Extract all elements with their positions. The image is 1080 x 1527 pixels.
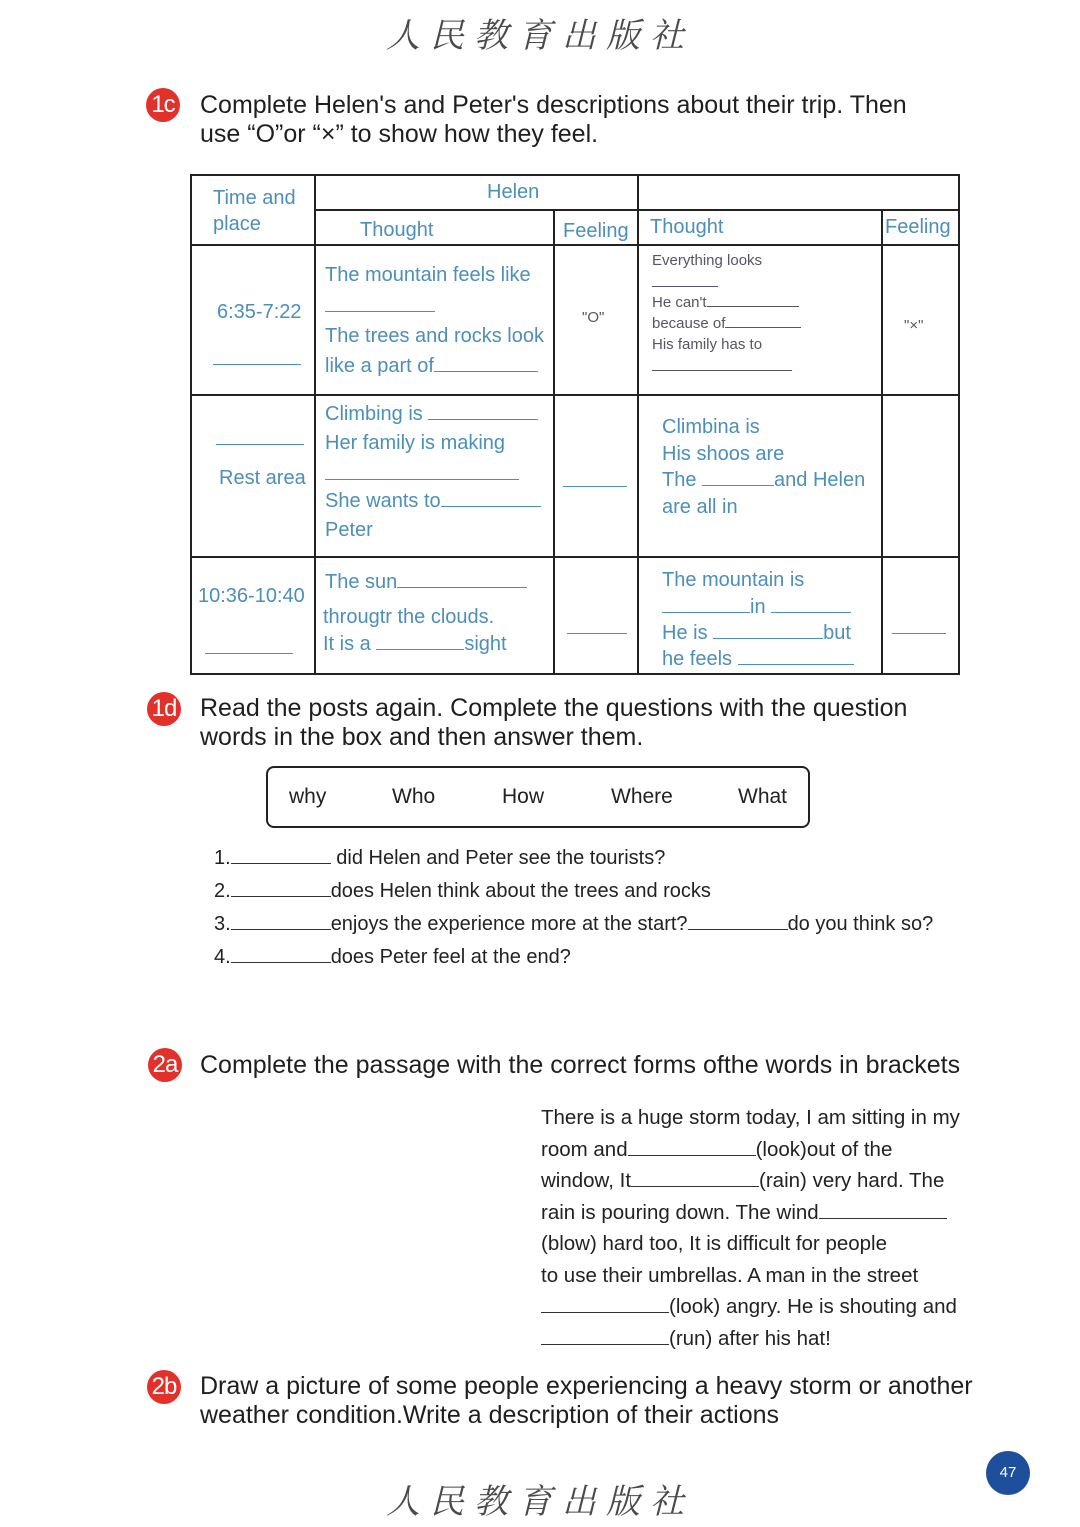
section-badge-1d: 1d xyxy=(147,692,181,726)
publisher-logo-bottom: 人民教育出版社 xyxy=(386,1482,694,1522)
row3-peter-feeling-blank xyxy=(892,615,946,642)
word-what: What xyxy=(738,785,788,808)
table-border-bottom xyxy=(190,673,960,675)
row2-helen-feeling-blank xyxy=(563,468,627,495)
row1-time: 6:35-7:22 xyxy=(217,301,302,323)
row2-helen-line2: Her family is making xyxy=(325,432,506,454)
row2-time-blank xyxy=(216,426,304,453)
instruction-1c-line2: use “O”or “×” to show how they feel. xyxy=(200,120,599,148)
row2-helen-line3: She wants to xyxy=(325,488,541,515)
instruction-2b-line1: Draw a picture of some people experiencing a heavy storm or another xyxy=(200,1372,973,1400)
row2-helen-line1: Climbing is xyxy=(325,401,538,428)
table-row2-bottom xyxy=(190,556,960,558)
row1-time-blank xyxy=(213,346,301,373)
row2-peter-line3: The and Helen xyxy=(662,469,866,491)
passage-line-4: rain is pouring down. The wind xyxy=(541,1197,1011,1229)
row2-place: Rest area xyxy=(219,467,306,489)
passage-line-6: to use their umbrellas. A man in the street xyxy=(541,1263,919,1287)
instruction-1c-line1: Complete Helen's and Peter's descriptions about their trip. Then xyxy=(200,91,907,119)
passage-line-2: room and (look)out of the xyxy=(541,1137,893,1161)
table-col-divider-2 xyxy=(553,209,555,675)
row1-peter-line1: Everything looks xyxy=(652,252,763,269)
publisher-logo-top: 人民教育出版社 xyxy=(386,16,694,56)
passage-line-5: (blow) hard too, It is difficult for people xyxy=(541,1232,888,1255)
section-badge-1c: 1c xyxy=(146,88,180,122)
word-how: How xyxy=(502,785,545,808)
row3-helen-feeling-blank xyxy=(567,615,627,642)
row1-peter-line4: His family has to xyxy=(652,336,763,353)
row1-peter-blank1 xyxy=(652,272,718,293)
row3-peter-line1: The mountain is xyxy=(662,569,805,591)
question-3: 3. enjoys the experience more at the start? do you think so? xyxy=(214,913,934,935)
row2-helen-blank xyxy=(325,461,519,488)
question-4: 4. does Peter feel at the end? xyxy=(214,946,571,968)
table-border-top xyxy=(190,174,960,176)
header-time: Time and xyxy=(213,187,296,209)
header-peter-feeling: Feeling xyxy=(885,216,951,238)
header-helen-feeling: Feeling xyxy=(563,220,629,242)
passage-line-1: There is a huge storm today, I am sitting in my xyxy=(541,1106,960,1129)
row1-helen-feeling: "O" xyxy=(582,309,605,326)
passage-line-7: (look) angry. He is shouting and xyxy=(541,1291,1011,1323)
question-word-box xyxy=(266,766,810,828)
word-who: Who xyxy=(392,785,436,808)
word-where: Where xyxy=(611,785,673,808)
row1-peter-line2: He can't xyxy=(652,292,799,313)
row3-peter-line3: He is but xyxy=(662,622,851,644)
word-why: why xyxy=(289,785,327,808)
row1-helen-line3: like a part of xyxy=(325,353,538,380)
row3-helen-line3: It is a sight xyxy=(323,633,507,655)
page-number-badge: 47 xyxy=(986,1451,1030,1495)
passage-line-3: window, It (rain) very hard. The xyxy=(541,1169,945,1192)
table-col-divider-3 xyxy=(637,174,639,675)
passage-line-8: (run) after his hat! xyxy=(541,1323,1011,1355)
instruction-1d-line1: Read the posts again. Complete the questions with the question xyxy=(200,694,908,722)
table-row1-bottom xyxy=(190,394,960,396)
row3-time: 10:36-10:40 xyxy=(198,585,305,607)
header-helen-thought: Thought xyxy=(360,219,434,241)
storm-passage xyxy=(541,1102,1011,1354)
row1-peter-feeling: "×" xyxy=(904,317,924,334)
row2-helen-line4: Peter xyxy=(325,519,373,541)
row3-peter-line4: he feels xyxy=(662,646,854,673)
question-2: 2. does Helen think about the trees and rocks xyxy=(214,880,711,902)
table-border-right xyxy=(958,174,960,675)
header-helen: Helen xyxy=(487,181,540,203)
row1-helen-line1: The mountain feels like xyxy=(325,264,531,286)
table-col-divider-1 xyxy=(314,174,316,675)
row3-helen-line2: througtr the clouds. xyxy=(323,606,495,628)
instruction-2a: Complete the passage with the correct forms ofthe words in brackets xyxy=(200,1051,961,1079)
row1-helen-blank xyxy=(325,293,435,320)
row2-peter-line2: His shoos are xyxy=(662,443,785,465)
instruction-1d-line2: words in the box and then answer them. xyxy=(200,723,644,751)
table-border-left xyxy=(190,174,192,675)
row3-helen-line1: The sun xyxy=(325,569,527,596)
section-badge-2b: 2b xyxy=(147,1370,181,1404)
section-badge-2a: 2a xyxy=(148,1048,182,1082)
header-peter-thought: Thought xyxy=(650,216,724,238)
row3-peter-line2: in xyxy=(662,594,851,621)
row2-peter-line4: are all in xyxy=(662,496,738,518)
row1-helen-line2: The trees and rocks look xyxy=(325,325,544,347)
table-col-divider-4 xyxy=(881,209,883,675)
row1-peter-blank2 xyxy=(652,356,792,377)
question-1: 1. did Helen and Peter see the tourists? xyxy=(214,847,666,869)
row3-time-blank xyxy=(205,635,293,662)
row1-peter-line3: because of xyxy=(652,313,801,334)
instruction-2b-line2: weather condition.Write a description of their actions xyxy=(200,1401,780,1429)
row2-peter-line1: Climbina is xyxy=(662,416,760,438)
header-place: place xyxy=(213,213,261,235)
